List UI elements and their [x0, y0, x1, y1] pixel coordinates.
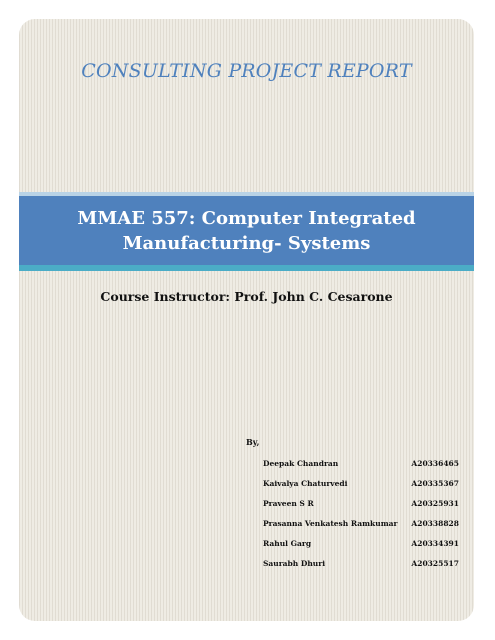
team-member-row	[263, 479, 459, 491]
member-name: Prasanna Venkatesh Ramkumar	[263, 519, 398, 528]
member-id: A20325517	[411, 559, 459, 568]
member-id: A20335367	[411, 479, 459, 488]
member-id: A20336465	[411, 459, 459, 468]
team-member-row	[263, 499, 459, 511]
course-instructor: Course Instructor: Prof. John C. Cesarone	[100, 289, 393, 304]
member-name: Rahul Garg	[263, 539, 312, 548]
member-name: Deepak Chandran	[263, 459, 339, 468]
cover-page	[19, 19, 474, 621]
title-band-bottom-stripe	[19, 265, 474, 271]
member-name: Saurabh Dhuri	[263, 559, 326, 568]
course-title-band	[19, 196, 474, 265]
by-label: By,	[246, 437, 260, 447]
member-name: Praveen S R	[263, 499, 314, 508]
member-id: A20334391	[411, 539, 459, 548]
team-member-row	[263, 559, 459, 571]
course-title-line-2: Manufacturing- Systems	[122, 232, 371, 254]
course-title-line-1: MMAE 557: Computer Integrated	[77, 207, 416, 229]
member-id: A20325931	[411, 499, 459, 508]
team-member-row	[263, 519, 459, 531]
report-title: CONSULTING PROJECT REPORT	[81, 60, 412, 82]
member-name: Kaivalya Chaturvedi	[263, 479, 348, 488]
team-member-row	[263, 539, 459, 551]
member-id: A20338828	[411, 519, 459, 528]
team-member-row	[263, 459, 459, 471]
